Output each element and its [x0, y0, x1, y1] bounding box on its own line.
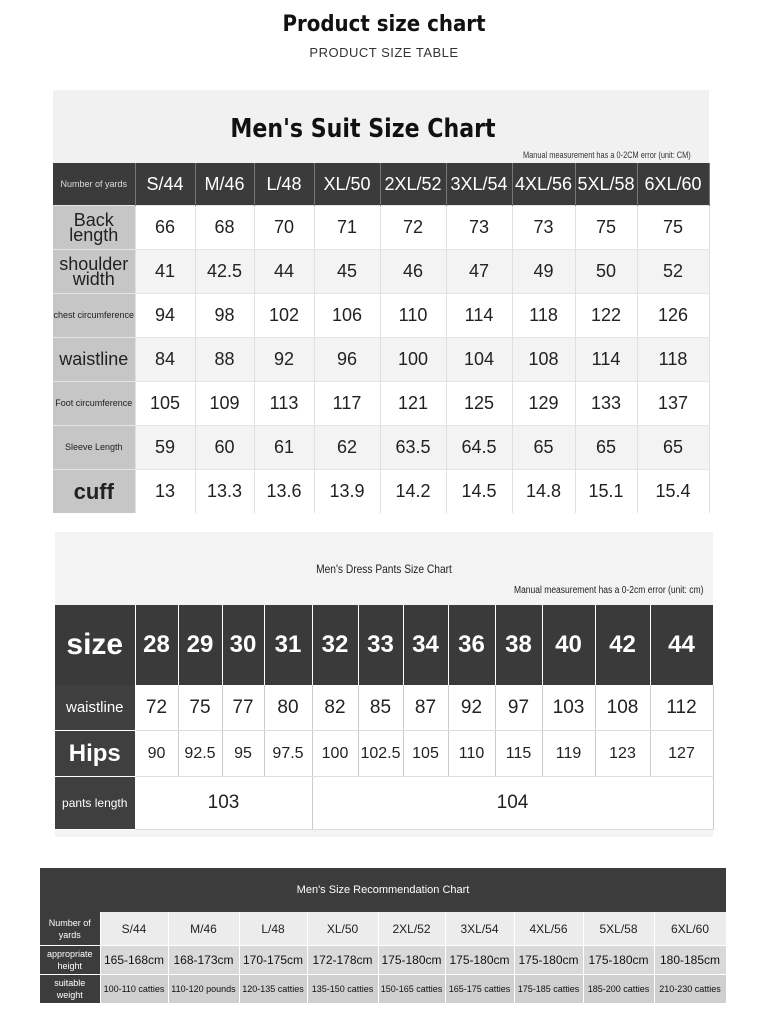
suit-row-cuff — [53, 470, 709, 514]
suit-cell: 118 — [637, 338, 709, 382]
recommendation-cell: 165-168cm — [100, 946, 168, 975]
recommendation-weight-row — [40, 975, 726, 1004]
suit-cell: 102 — [254, 294, 314, 338]
suit-size-header: 4XL/56 — [512, 163, 575, 206]
suit-cell: 100 — [380, 338, 446, 382]
suit-cell: 110 — [380, 294, 446, 338]
recommendation-row-label: appropriate height — [40, 946, 100, 975]
suit-chart-note: Manual measurement has a 0-2CM error (unit: CM) — [523, 150, 691, 160]
recommendation-title-row — [40, 868, 726, 912]
recommendation-size: M/46 — [168, 912, 239, 946]
suit-cell: 63.5 — [380, 426, 446, 470]
pants-length-cell: 103 — [135, 777, 312, 830]
recommendation-cell: 175-180cm — [583, 946, 654, 975]
suit-cell: 46 — [380, 250, 446, 294]
suit-cell: 122 — [575, 294, 637, 338]
suit-chart-title: Men's Suit Size Chart — [230, 114, 496, 144]
suit-cell: 13 — [135, 470, 195, 514]
suit-cell: 117 — [314, 382, 380, 426]
suit-cell: 106 — [314, 294, 380, 338]
recommendation-size-row — [40, 912, 726, 946]
suit-cell: 72 — [380, 206, 446, 250]
pants-cell: 110 — [448, 731, 495, 777]
suit-cell: 114 — [446, 294, 512, 338]
recommendation-table — [40, 868, 727, 1003]
pants-cell: 97.5 — [264, 731, 312, 777]
suit-row-label: waistline — [53, 338, 135, 382]
recommendation-cell: 172-178cm — [307, 946, 378, 975]
suit-cell: 47 — [446, 250, 512, 294]
suit-cell: 49 — [512, 250, 575, 294]
suit-cell: 66 — [135, 206, 195, 250]
pants-cell: 95 — [222, 731, 264, 777]
suit-cell: 129 — [512, 382, 575, 426]
pants-cell: 77 — [222, 685, 264, 731]
pants-chart-title: Men's Dress Pants Size Chart — [316, 562, 452, 576]
suit-cell: 65 — [575, 426, 637, 470]
suit-cell: 105 — [135, 382, 195, 426]
suit-row-label: Back length — [53, 206, 135, 250]
suit-cell: 121 — [380, 382, 446, 426]
suit-cell: 113 — [254, 382, 314, 426]
pants-cell: 119 — [542, 731, 595, 777]
recommendation-cell: 165-175 catties — [445, 975, 514, 1004]
recommendation-cell: 150-165 catties — [378, 975, 445, 1004]
recommendation-row-label: Number of yards — [40, 912, 100, 946]
suit-cell: 96 — [314, 338, 380, 382]
recommendation-size: 4XL/56 — [514, 912, 583, 946]
recommendation-cell: 185-200 catties — [583, 975, 654, 1004]
suit-cell: 133 — [575, 382, 637, 426]
suit-cell: 15.1 — [575, 470, 637, 514]
pants-cell: 80 — [264, 685, 312, 731]
pants-waist-row — [55, 685, 713, 731]
suit-row-sleeve — [53, 426, 709, 470]
pants-chart-note: Manual measurement has a 0-2cm error (unit: cm) — [514, 585, 704, 596]
suit-cell: 88 — [195, 338, 254, 382]
suit-cell: 92 — [254, 338, 314, 382]
recommendation-size: 5XL/58 — [583, 912, 654, 946]
pants-size-header: 30 — [222, 605, 264, 685]
suit-cell: 114 — [575, 338, 637, 382]
pants-cell: 127 — [650, 731, 713, 777]
suit-cell: 94 — [135, 294, 195, 338]
pants-row-label: Hips — [55, 731, 135, 777]
suit-size-header: 2XL/52 — [380, 163, 446, 206]
suit-cell: 13.6 — [254, 470, 314, 514]
suit-cell: 44 — [254, 250, 314, 294]
suit-cell: 75 — [575, 206, 637, 250]
recommendation-cell: 175-185 catties — [514, 975, 583, 1004]
suit-size-header: S/44 — [135, 163, 195, 206]
suit-row-label: Foot circumference — [53, 382, 135, 426]
suit-cell: 13.3 — [195, 470, 254, 514]
suit-size-table — [53, 163, 710, 513]
suit-cell: 75 — [637, 206, 709, 250]
suit-row-label: cuff — [53, 470, 135, 514]
pants-size-header: 29 — [178, 605, 222, 685]
suit-cell: 14.8 — [512, 470, 575, 514]
suit-size-header: XL/50 — [314, 163, 380, 206]
pants-cell: 75 — [178, 685, 222, 731]
suit-row-back-length — [53, 206, 709, 250]
recommendation-cell: 175-180cm — [378, 946, 445, 975]
pants-size-header: 32 — [312, 605, 358, 685]
pants-cell: 92.5 — [178, 731, 222, 777]
pants-size-header: 40 — [542, 605, 595, 685]
pants-size-row — [55, 605, 713, 685]
suit-row-label: chest circumference — [53, 294, 135, 338]
pants-cell: 123 — [595, 731, 650, 777]
suit-cell: 68 — [195, 206, 254, 250]
recommendation-cell: 168-173cm — [168, 946, 239, 975]
recommendation-size: 3XL/54 — [445, 912, 514, 946]
suit-cell: 71 — [314, 206, 380, 250]
pants-cell: 97 — [495, 685, 542, 731]
pants-size-header: 38 — [495, 605, 542, 685]
suit-row-chest — [53, 294, 709, 338]
pants-cell: 103 — [542, 685, 595, 731]
recommendation-cell: 180-185cm — [654, 946, 726, 975]
suit-cell: 73 — [512, 206, 575, 250]
pants-cell: 92 — [448, 685, 495, 731]
suit-cell: 98 — [195, 294, 254, 338]
pants-cell: 72 — [135, 685, 178, 731]
recommendation-height-row — [40, 946, 726, 975]
suit-row-foot — [53, 382, 709, 426]
suit-cell: 104 — [446, 338, 512, 382]
recommendation-size: L/48 — [239, 912, 307, 946]
recommendation-cell: 135-150 catties — [307, 975, 378, 1004]
suit-row-waistline — [53, 338, 709, 382]
pants-hips-row — [55, 731, 713, 777]
suit-cell: 45 — [314, 250, 380, 294]
suit-cell: 41 — [135, 250, 195, 294]
suit-cell: 65 — [512, 426, 575, 470]
suit-cell: 118 — [512, 294, 575, 338]
suit-cell: 60 — [195, 426, 254, 470]
pants-cell: 112 — [650, 685, 713, 731]
suit-cell: 59 — [135, 426, 195, 470]
pants-length-row — [55, 777, 713, 830]
suit-size-header: M/46 — [195, 163, 254, 206]
pants-size-header: 44 — [650, 605, 713, 685]
suit-row-label: shoulder width — [53, 250, 135, 294]
suit-cell: 65 — [637, 426, 709, 470]
suit-cell: 14.2 — [380, 470, 446, 514]
recommendation-cell: 210-230 catties — [654, 975, 726, 1004]
recommendation-size: XL/50 — [307, 912, 378, 946]
recommendation-cell: 175-180cm — [514, 946, 583, 975]
pants-row-label: waistline — [55, 685, 135, 731]
suit-cell: 70 — [254, 206, 314, 250]
pants-cell: 105 — [403, 731, 448, 777]
pants-cell: 82 — [312, 685, 358, 731]
pants-size-header: 36 — [448, 605, 495, 685]
suit-header-row — [53, 163, 709, 206]
pants-cell: 85 — [358, 685, 403, 731]
pants-cell: 115 — [495, 731, 542, 777]
suit-cell: 64.5 — [446, 426, 512, 470]
pants-cell: 108 — [595, 685, 650, 731]
suit-cell: 126 — [637, 294, 709, 338]
page-title: Product size chart — [282, 12, 486, 37]
suit-cell: 15.4 — [637, 470, 709, 514]
suit-size-header: 5XL/58 — [575, 163, 637, 206]
recommendation-row-label: suitable weight — [40, 975, 100, 1004]
pants-size-header: 34 — [403, 605, 448, 685]
recommendation-cell: 170-175cm — [239, 946, 307, 975]
pants-size-header: 31 — [264, 605, 312, 685]
suit-cell: 62 — [314, 426, 380, 470]
suit-size-header: 6XL/60 — [637, 163, 709, 206]
suit-header-label: Number of yards — [53, 163, 135, 206]
recommendation-size: 2XL/52 — [378, 912, 445, 946]
recommendation-size: S/44 — [100, 912, 168, 946]
suit-cell: 13.9 — [314, 470, 380, 514]
recommendation-cell: 120-135 catties — [239, 975, 307, 1004]
suit-cell: 137 — [637, 382, 709, 426]
suit-cell: 50 — [575, 250, 637, 294]
suit-row-shoulder-width — [53, 250, 709, 294]
pants-length-cell: 104 — [312, 777, 713, 830]
suit-cell: 61 — [254, 426, 314, 470]
suit-row-label: Sleeve Length — [53, 426, 135, 470]
recommendation-size: 6XL/60 — [654, 912, 726, 946]
pants-cell: 87 — [403, 685, 448, 731]
recommendation-cell: 175-180cm — [445, 946, 514, 975]
suit-cell: 52 — [637, 250, 709, 294]
recommendation-cell: 100-110 catties — [100, 975, 168, 1004]
pants-size-label: size — [55, 605, 135, 685]
page-subtitle: PRODUCT SIZE TABLE — [309, 45, 459, 60]
suit-size-header: 3XL/54 — [446, 163, 512, 206]
suit-cell: 84 — [135, 338, 195, 382]
suit-cell: 73 — [446, 206, 512, 250]
pants-size-header: 28 — [135, 605, 178, 685]
suit-cell: 108 — [512, 338, 575, 382]
pants-row-label: pants length — [55, 777, 135, 830]
recommendation-cell: 110-120 pounds — [168, 975, 239, 1004]
pants-cell: 100 — [312, 731, 358, 777]
pants-cell: 90 — [135, 731, 178, 777]
pants-size-table — [55, 605, 714, 830]
pants-size-header: 33 — [358, 605, 403, 685]
suit-cell: 42.5 — [195, 250, 254, 294]
pants-cell: 102.5 — [358, 731, 403, 777]
suit-size-header: L/48 — [254, 163, 314, 206]
suit-cell: 125 — [446, 382, 512, 426]
pants-size-header: 42 — [595, 605, 650, 685]
suit-cell: 14.5 — [446, 470, 512, 514]
recommendation-title: Men's Size Recommendation Chart — [40, 868, 726, 912]
suit-cell: 109 — [195, 382, 254, 426]
